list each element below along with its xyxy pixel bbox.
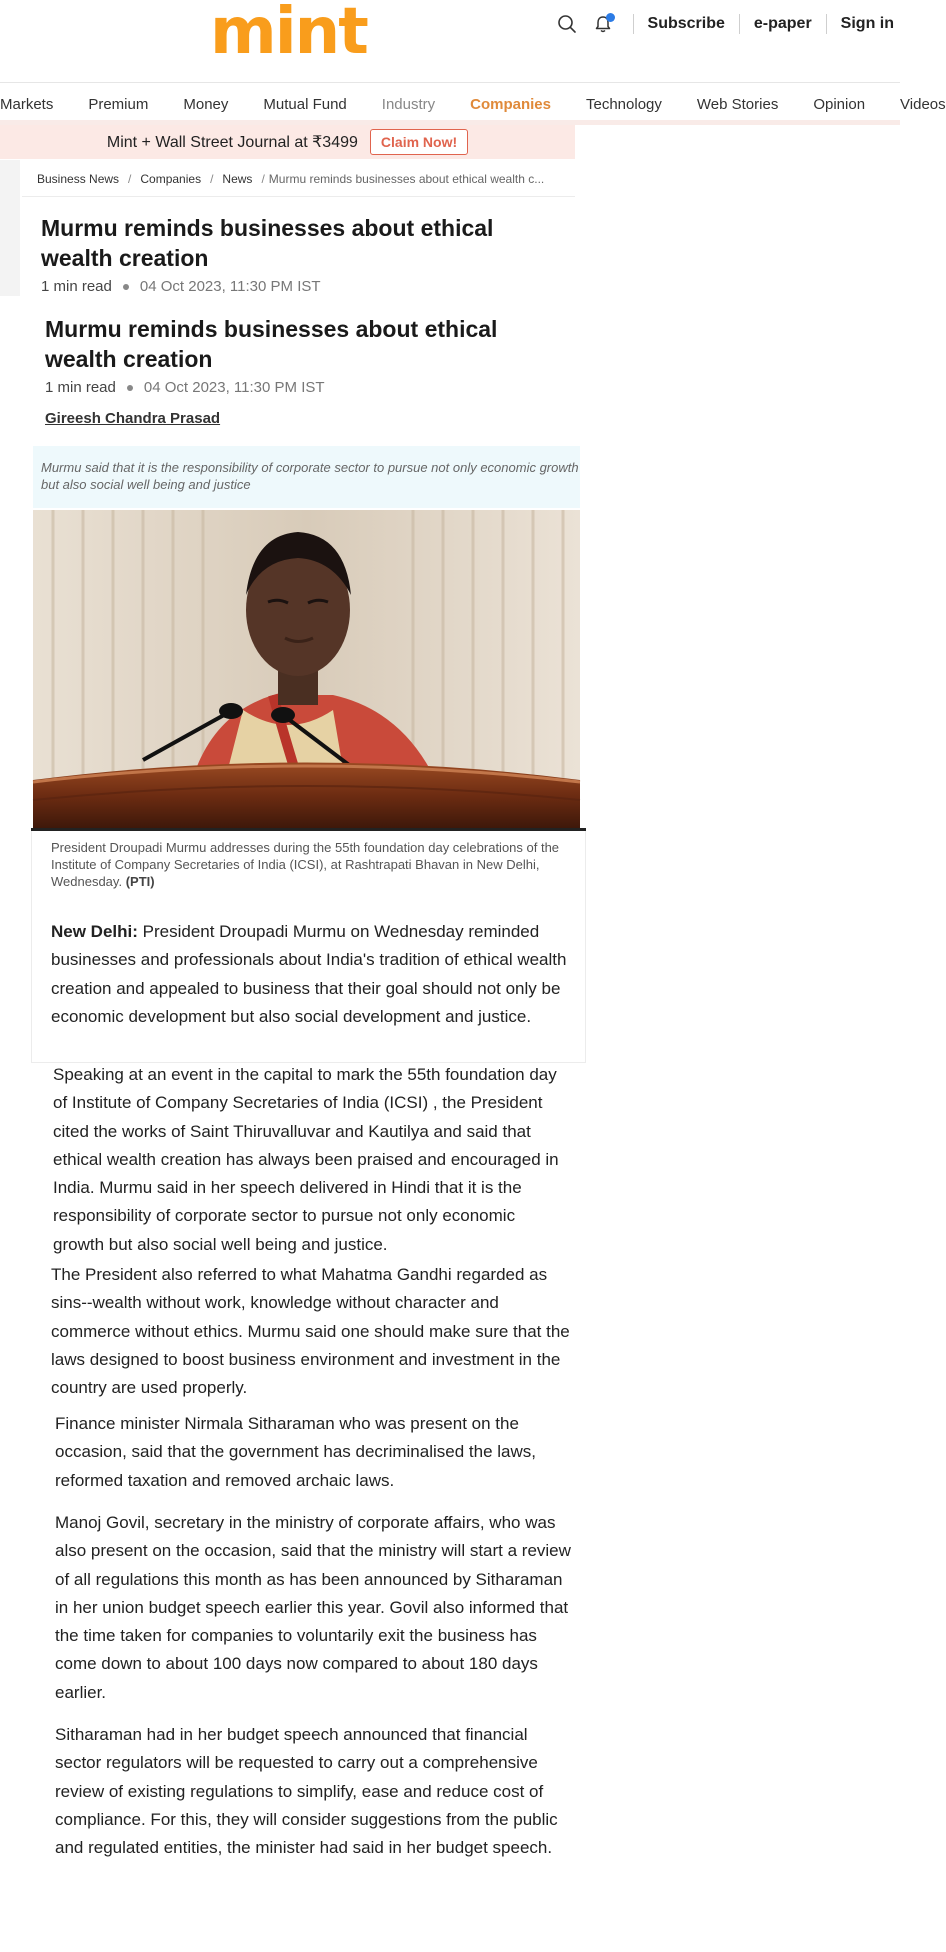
header-divider bbox=[739, 14, 740, 34]
breadcrumb-news[interactable]: News bbox=[222, 172, 253, 186]
publish-date: 04 Oct 2023, 11:30 PM IST bbox=[139, 278, 321, 295]
nav-item-companies[interactable]: Companies bbox=[470, 95, 551, 113]
breadcrumb-companies[interactable]: Companies bbox=[140, 172, 202, 186]
nav-item-industry[interactable]: Industry bbox=[381, 95, 436, 113]
subscribe-link[interactable]: Subscribe bbox=[647, 15, 725, 32]
bell-icon[interactable] bbox=[589, 10, 617, 38]
article-paragraph-5: Manoj Govil, secretary in the ministry of corporate affairs, who was also present on the occasion, said that the ministry will start a review of all regulations this month as has been announced by Sitharaman in her union budget speech earlier this year. Govil also informed that the time taken for companies to voluntarily exit the business has come down to about 100 days now compared to about 180 days earlier. bbox=[55, 1513, 571, 1702]
site-header bbox=[0, 0, 900, 83]
notification-dot bbox=[606, 13, 615, 22]
nav-item-premium[interactable]: Premium bbox=[88, 95, 149, 113]
divider bbox=[22, 196, 575, 197]
left-gutter bbox=[0, 160, 20, 296]
author-link[interactable]: Gireesh Chandra Prasad bbox=[45, 410, 221, 427]
header-actions bbox=[553, 10, 900, 38]
breadcrumb: Business News / Companies / News / Murmu reminds businesses about ethical wealth c... bbox=[37, 172, 545, 186]
nav-item-mutual-fund[interactable]: Mutual Fund bbox=[263, 95, 347, 113]
nav-item-web-stories[interactable]: Web Stories bbox=[696, 95, 779, 113]
article-headline: Murmu reminds businesses about ethical wealth creation bbox=[45, 316, 498, 372]
publish-date: 04 Oct 2023, 11:30 PM IST bbox=[143, 379, 325, 396]
nav-item-money[interactable]: Money bbox=[183, 95, 229, 113]
claim-now-button[interactable]: Claim Now! bbox=[370, 129, 468, 155]
page-title: Murmu reminds businesses about ethical wealth creation bbox=[41, 215, 494, 271]
article-paragraph-2: Speaking at an event in the capital to mark the 55th foundation day of Institute of Company Secretaries of India (ICSI) , the President cited the works of Saint Thiruvalluvar and Kautilya and said that ethical wealth creation has always been praised and encouraged in India. Murmu said in her speech delivered in Hindi that it is the responsibility of corporate sector to pursue not only economic growth but also social well being and justice. bbox=[53, 1065, 559, 1254]
article-paragraph-6: Sitharaman had in her budget speech announced that financial sector regulators will be requested to carry out a comprehensive review of existing regulations to simplify, ease and reduce cost of compliance. For this, they will consider suggestions from the public and regulated entities, the minister had said in her budget speech. bbox=[55, 1725, 558, 1858]
main-nav bbox=[0, 88, 946, 120]
photo-caption bbox=[51, 839, 566, 890]
read-time: 1 min read bbox=[45, 379, 116, 396]
article-summary: Murmu said that it is the responsibility of corporate sector to pursue not only economic growth but also social well being and justice bbox=[33, 446, 580, 508]
mint-logo[interactable]: mint bbox=[210, 0, 367, 69]
nav-item-markets[interactable]: Markets bbox=[0, 95, 54, 113]
meta-separator bbox=[127, 385, 133, 391]
read-time: 1 min read bbox=[41, 278, 112, 295]
article-photo bbox=[33, 510, 580, 828]
article-paragraph-3: The President also referred to what Mahatma Gandhi regarded as sins--wealth without work, knowledge without character and commerce without ethics. Murmu said one should make sure that the laws designed to boost business environment and investment in the country are used properly. bbox=[51, 1265, 570, 1398]
nav-item-technology[interactable]: Technology bbox=[586, 95, 662, 113]
article-paragraph-1 bbox=[51, 918, 571, 1031]
meta-separator bbox=[123, 284, 129, 290]
nav-item-opinion[interactable]: Opinion bbox=[813, 95, 866, 113]
search-icon[interactable] bbox=[553, 10, 581, 38]
caption-text: President Droupadi Murmu addresses during the 55th foundation day celebrations of the Institute of Company Secretaries of India (ICSI), at Rashtrapati Bhavan in New Delhi, Wednesday. bbox=[51, 840, 560, 889]
paragraph-text: President Droupadi Murmu on Wednesday reminded businesses and professionals about India's tradition of ethical wealth creation and appealed to business that their goal should not only be economic development but also social development and justice. bbox=[51, 922, 567, 1026]
signin-link[interactable]: Sign in bbox=[840, 15, 894, 32]
header-divider bbox=[633, 14, 634, 34]
breadcrumb-business-news[interactable]: Business News bbox=[37, 172, 120, 186]
dateline: New Delhi: bbox=[51, 922, 138, 941]
nav-item-videos[interactable]: Videos bbox=[900, 95, 946, 113]
breadcrumb-current: Murmu reminds businesses about ethical wealth c... bbox=[268, 172, 545, 186]
caption-credit: (PTI) bbox=[125, 874, 155, 889]
article-paragraph-4: Finance minister Nirmala Sitharaman who was present on the occasion, said that the government has decriminalised the laws, reformed taxation and removed archaic laws. bbox=[55, 1414, 536, 1490]
epaper-link[interactable]: e-paper bbox=[753, 15, 812, 32]
header-divider bbox=[826, 14, 827, 34]
promo-text: Mint + Wall Street Journal at ₹3499 bbox=[106, 134, 358, 151]
article-meta bbox=[41, 278, 321, 295]
article-meta bbox=[45, 379, 325, 396]
promo-banner bbox=[0, 125, 575, 159]
